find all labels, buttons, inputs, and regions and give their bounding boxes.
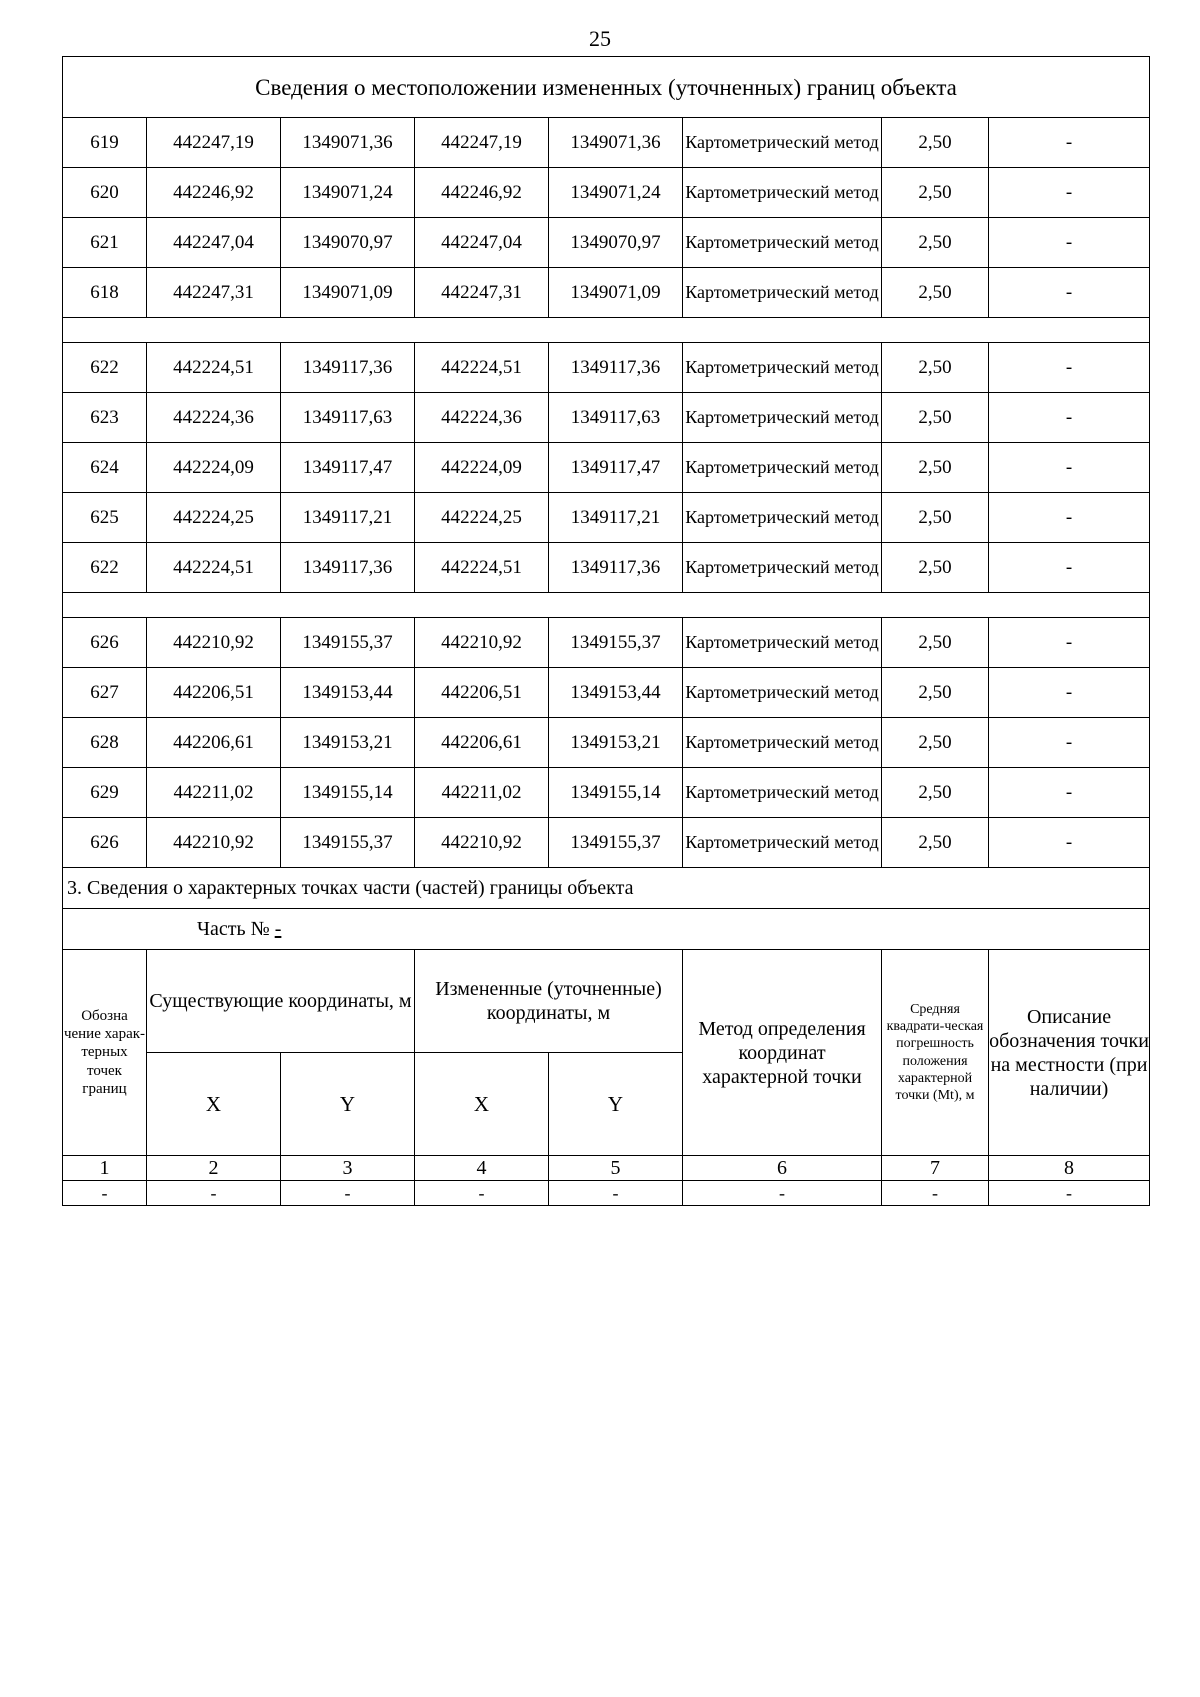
table-cell: - bbox=[989, 343, 1150, 393]
point-number: 625 bbox=[63, 493, 147, 543]
point-number: 622 bbox=[63, 343, 147, 393]
table-cell: 2,50 bbox=[882, 393, 989, 443]
table-row bbox=[63, 668, 1150, 718]
table-cell: 442206,61 bbox=[415, 718, 549, 768]
table-row bbox=[63, 818, 1150, 868]
header-method: Метод определения координат характерной точки bbox=[683, 950, 882, 1156]
header-accuracy: Средняя квадрати-ческая погрешность положения характерной точки (Mt), м bbox=[882, 950, 989, 1156]
table-cell: 1349117,36 bbox=[549, 343, 683, 393]
header-existing-coordinates: Существующие координаты, м bbox=[147, 950, 415, 1053]
table-cell: 2,50 bbox=[882, 493, 989, 543]
table-cell: 442206,61 bbox=[147, 718, 281, 768]
table-cell: 1349155,14 bbox=[281, 768, 415, 818]
table-cell: 442224,51 bbox=[415, 543, 549, 593]
table-cell: 2,50 bbox=[882, 168, 989, 218]
table-cell: 1349117,21 bbox=[281, 493, 415, 543]
header-description: Описание обозначения точки на местности (при наличии) bbox=[989, 950, 1150, 1156]
table-cell: 442247,31 bbox=[415, 268, 549, 318]
table-row bbox=[63, 343, 1150, 393]
table-cell: - bbox=[63, 1181, 147, 1206]
point-number: 627 bbox=[63, 668, 147, 718]
table-cell: 2,50 bbox=[882, 543, 989, 593]
table-cell: 442206,51 bbox=[147, 668, 281, 718]
table-cell: 1349070,97 bbox=[549, 218, 683, 268]
table-cell: 442224,09 bbox=[147, 443, 281, 493]
point-number: 626 bbox=[63, 618, 147, 668]
column-number: 6 bbox=[683, 1156, 882, 1181]
header-point-designation: Обозна чение харак-терных точек границ bbox=[63, 950, 147, 1156]
table-cell: 1349071,36 bbox=[281, 118, 415, 168]
table-cell: Картометрический метод bbox=[683, 218, 882, 268]
table-cell: 2,50 bbox=[882, 618, 989, 668]
page-number: 25 bbox=[589, 26, 611, 51]
column-number: 2 bbox=[147, 1156, 281, 1181]
column-number: 5 bbox=[549, 1156, 683, 1181]
table-cell: 1349117,36 bbox=[549, 543, 683, 593]
header-y-changed: Y bbox=[549, 1053, 683, 1156]
table-cell: Картометрический метод bbox=[683, 668, 882, 718]
table-cell: 1349155,37 bbox=[281, 818, 415, 868]
table-cell: 2,50 bbox=[882, 818, 989, 868]
table-cell: 1349117,47 bbox=[549, 443, 683, 493]
table-cell: 442246,92 bbox=[147, 168, 281, 218]
table-cell: Картометрический метод bbox=[683, 168, 882, 218]
table-cell: 1349071,09 bbox=[281, 268, 415, 318]
table-row bbox=[63, 493, 1150, 543]
table-cell: 1349153,21 bbox=[281, 718, 415, 768]
table-cell: 442247,19 bbox=[147, 118, 281, 168]
table-cell: 1349155,37 bbox=[549, 818, 683, 868]
table-cell: 442247,31 bbox=[147, 268, 281, 318]
table-cell: - bbox=[989, 168, 1150, 218]
table-cell: 2,50 bbox=[882, 118, 989, 168]
table-cell: - bbox=[989, 268, 1150, 318]
table-cell: 2,50 bbox=[882, 668, 989, 718]
table-row bbox=[63, 718, 1150, 768]
table-cell: 1349153,44 bbox=[549, 668, 683, 718]
table-cell: 1349071,24 bbox=[549, 168, 683, 218]
table-cell: Картометрический метод bbox=[683, 618, 882, 668]
table-row bbox=[63, 168, 1150, 218]
header-changed-coordinates: Измененные (уточненные) координаты, м bbox=[415, 950, 683, 1053]
table-cell: 1349117,36 bbox=[281, 543, 415, 593]
point-number: 628 bbox=[63, 718, 147, 768]
table-cell: 2,50 bbox=[882, 343, 989, 393]
table-cell: - bbox=[989, 493, 1150, 543]
table-cell: 442247,04 bbox=[147, 218, 281, 268]
table-cell: - bbox=[989, 768, 1150, 818]
point-number: 620 bbox=[63, 168, 147, 218]
table-cell: 2,50 bbox=[882, 218, 989, 268]
empty-data-row bbox=[63, 1181, 1150, 1206]
table-cell: Картометрический метод bbox=[683, 543, 882, 593]
table-cell: 442210,92 bbox=[147, 618, 281, 668]
column-number: 7 bbox=[882, 1156, 989, 1181]
header-x-existing: X bbox=[147, 1053, 281, 1156]
table-cell: 442224,36 bbox=[147, 393, 281, 443]
table-cell: 1349153,44 bbox=[281, 668, 415, 718]
part-row bbox=[63, 909, 1150, 950]
table-cell: - bbox=[989, 218, 1150, 268]
table-row bbox=[63, 543, 1150, 593]
table-cell: - bbox=[549, 1181, 683, 1206]
table-cell: 442224,25 bbox=[147, 493, 281, 543]
table-cell: Картометрический метод bbox=[683, 118, 882, 168]
table-cell: 442224,51 bbox=[147, 543, 281, 593]
table-cell: Картометрический метод bbox=[683, 493, 882, 543]
table-cell: Картометрический метод bbox=[683, 818, 882, 868]
table-cell: - bbox=[989, 443, 1150, 493]
point-number: 629 bbox=[63, 768, 147, 818]
table-cell: - bbox=[281, 1181, 415, 1206]
table-cell: 1349071,36 bbox=[549, 118, 683, 168]
point-number: 623 bbox=[63, 393, 147, 443]
table-cell: 1349153,21 bbox=[549, 718, 683, 768]
column-number: 8 bbox=[989, 1156, 1150, 1181]
point-number: 619 bbox=[63, 118, 147, 168]
table-cell: 1349155,37 bbox=[549, 618, 683, 668]
table-cell: 442224,36 bbox=[415, 393, 549, 443]
table-cell: - bbox=[415, 1181, 549, 1206]
table-row bbox=[63, 768, 1150, 818]
table-cell: 442247,19 bbox=[415, 118, 549, 168]
table-cell: 442224,09 bbox=[415, 443, 549, 493]
part-number: - bbox=[274, 918, 282, 940]
point-number: 626 bbox=[63, 818, 147, 868]
table-row bbox=[63, 118, 1150, 168]
table-cell: 442211,02 bbox=[147, 768, 281, 818]
table-cell: - bbox=[882, 1181, 989, 1206]
table-cell: 2,50 bbox=[882, 268, 989, 318]
table-cell: 2,50 bbox=[882, 443, 989, 493]
table-cell: 442247,04 bbox=[415, 218, 549, 268]
table-cell: 442224,25 bbox=[415, 493, 549, 543]
table-cell: 1349117,63 bbox=[281, 393, 415, 443]
point-number: 621 bbox=[63, 218, 147, 268]
table-cell: - bbox=[989, 118, 1150, 168]
group-separator bbox=[63, 318, 1150, 343]
table-cell: 1349071,24 bbox=[281, 168, 415, 218]
table-cell: 1349155,14 bbox=[549, 768, 683, 818]
table-row bbox=[63, 393, 1150, 443]
table-cell: 442206,51 bbox=[415, 668, 549, 718]
table-row bbox=[63, 618, 1150, 668]
table-cell: Картометрический метод bbox=[683, 718, 882, 768]
table-row bbox=[63, 443, 1150, 493]
column-number: 1 bbox=[63, 1156, 147, 1181]
column-numbers-row bbox=[63, 1156, 1150, 1181]
table-cell: - bbox=[147, 1181, 281, 1206]
table-cell: 1349071,09 bbox=[549, 268, 683, 318]
separator-cell bbox=[63, 318, 1150, 343]
table-row bbox=[63, 218, 1150, 268]
table-cell: 1349070,97 bbox=[281, 218, 415, 268]
table-cell: 1349155,37 bbox=[281, 618, 415, 668]
section-title: Сведения о местоположении измененных (уточненных) границ объекта bbox=[63, 57, 1150, 118]
table-cell: 1349117,21 bbox=[549, 493, 683, 543]
table-cell: 442224,51 bbox=[147, 343, 281, 393]
table-cell: - bbox=[989, 718, 1150, 768]
table-cell: 2,50 bbox=[882, 768, 989, 818]
point-number: 618 bbox=[63, 268, 147, 318]
table-cell: 442210,92 bbox=[147, 818, 281, 868]
table-cell: - bbox=[683, 1181, 882, 1206]
table-cell: Картометрический метод bbox=[683, 393, 882, 443]
table-cell: 2,50 bbox=[882, 718, 989, 768]
table-cell: 1349117,63 bbox=[549, 393, 683, 443]
column-number: 4 bbox=[415, 1156, 549, 1181]
header-x-changed: X bbox=[415, 1053, 549, 1156]
point-number: 624 bbox=[63, 443, 147, 493]
table-row bbox=[63, 268, 1150, 318]
table-cell: 442210,92 bbox=[415, 618, 549, 668]
part-label: Часть № bbox=[197, 918, 275, 940]
table-cell: Картометрический метод bbox=[683, 268, 882, 318]
table-cell: - bbox=[989, 668, 1150, 718]
table-cell: Картометрический метод bbox=[683, 343, 882, 393]
header-y-existing: Y bbox=[281, 1053, 415, 1156]
table-cell: Картометрический метод bbox=[683, 443, 882, 493]
point-number: 622 bbox=[63, 543, 147, 593]
group-separator bbox=[63, 593, 1150, 618]
table-cell: - bbox=[989, 1181, 1150, 1206]
table-cell: 442211,02 bbox=[415, 768, 549, 818]
section3-title: 3. Сведения о характерных точках части (частей) границы объекта bbox=[63, 868, 1150, 909]
table-cell: - bbox=[989, 818, 1150, 868]
table-cell: 1349117,36 bbox=[281, 343, 415, 393]
table-cell: 1349117,47 bbox=[281, 443, 415, 493]
table-cell: 442210,92 bbox=[415, 818, 549, 868]
table-cell: - bbox=[989, 393, 1150, 443]
separator-cell bbox=[63, 593, 1150, 618]
column-number: 3 bbox=[281, 1156, 415, 1181]
table-cell: 442224,51 bbox=[415, 343, 549, 393]
coordinates-table bbox=[62, 56, 1150, 1206]
table-cell: Картометрический метод bbox=[683, 768, 882, 818]
table-cell: 442246,92 bbox=[415, 168, 549, 218]
table-cell: - bbox=[989, 618, 1150, 668]
table-cell: - bbox=[989, 543, 1150, 593]
